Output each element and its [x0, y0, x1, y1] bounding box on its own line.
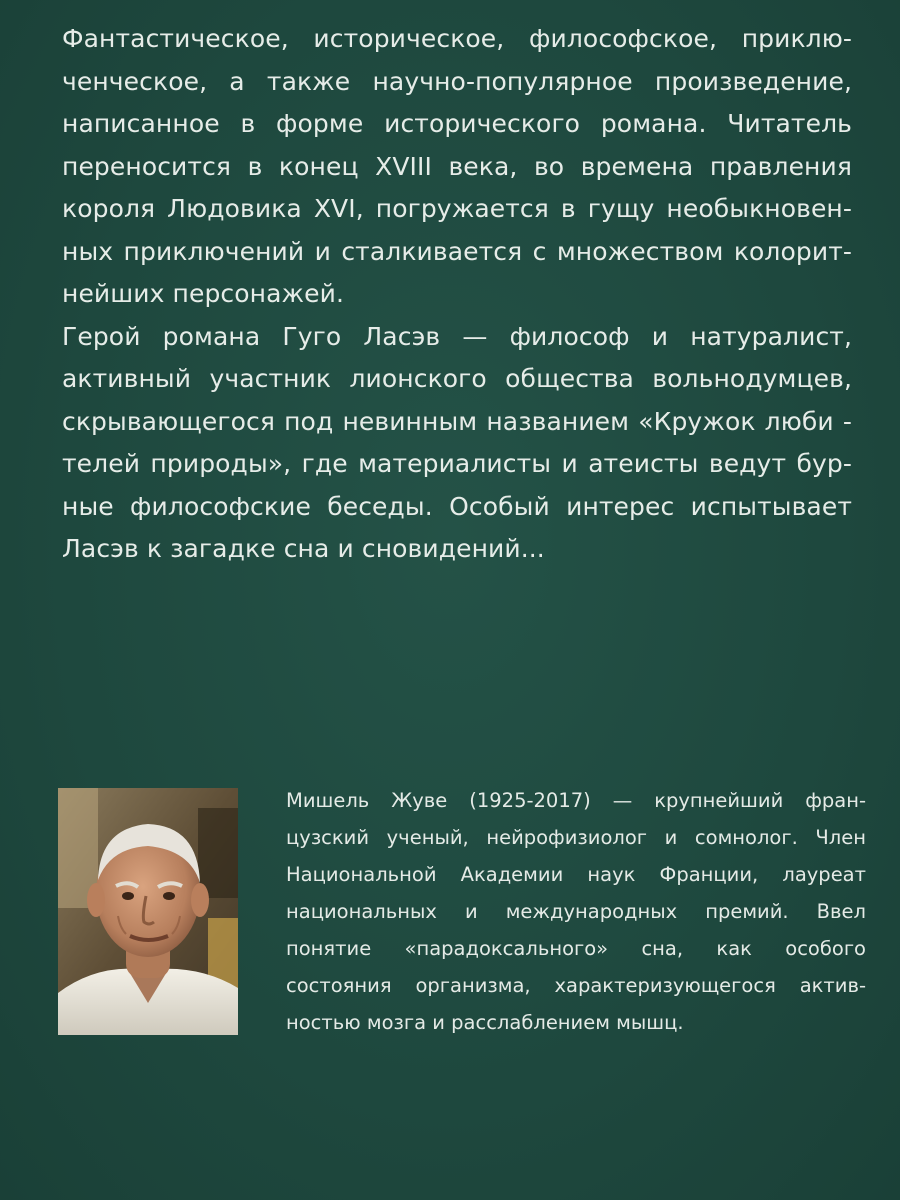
annotation-line: Герой романа Гуго Ласэв — философ и натуралист, [62, 321, 852, 351]
bio-line: понятие «парадоксального» сна, как особого [286, 937, 866, 960]
annotation-line: ных приключений и сталкивается с множеством колорит- [62, 236, 852, 266]
annotation-line: ные философские беседы. Особый интерес испытывает [62, 491, 852, 521]
annotation-line: Ласэв к загадке сна и сновидений... [62, 534, 545, 563]
annotation-line: короля Людовика XVI, погружается в гущу необыкновен- [62, 194, 852, 223]
bio-line: Мишель Жуве (1925-2017) — крупнейший фран- [286, 789, 866, 812]
annotation-line: переносится в конец XVIII века, во времена правления [62, 151, 852, 181]
annotation-line: ченческое, а также научно-популярное произведение, [62, 66, 852, 96]
bio-line: Национальной Академии наук Франции, лауреат [286, 863, 866, 886]
bio-line: ностью мозга и расслаблением мышц. [286, 1011, 684, 1034]
annotation-line: написанное в форме исторического романа. Читатель [62, 109, 852, 138]
annotation-line: нейших персонажей. [62, 279, 345, 308]
bio-line: цузский ученый, нейрофизиолог и сомнолог. Член [286, 826, 866, 849]
annotation-line: телей природы», где материалисты и атеисты ведут бур- [62, 449, 852, 478]
bio-line: состояния организма, характеризующегося актив- [286, 974, 866, 997]
annotation-line: активный участник лионского общества вольнодумцев, [62, 364, 852, 393]
annotation-line: скрывающегося под невинным названием «Кружок люби - [62, 406, 852, 436]
author-photo [58, 788, 238, 1035]
author-bio [286, 782, 866, 1041]
annotation-line: Фантастическое, историческое, философское, приклю- [62, 24, 852, 53]
bio-line: национальных и международных премий. Ввел [286, 900, 866, 923]
